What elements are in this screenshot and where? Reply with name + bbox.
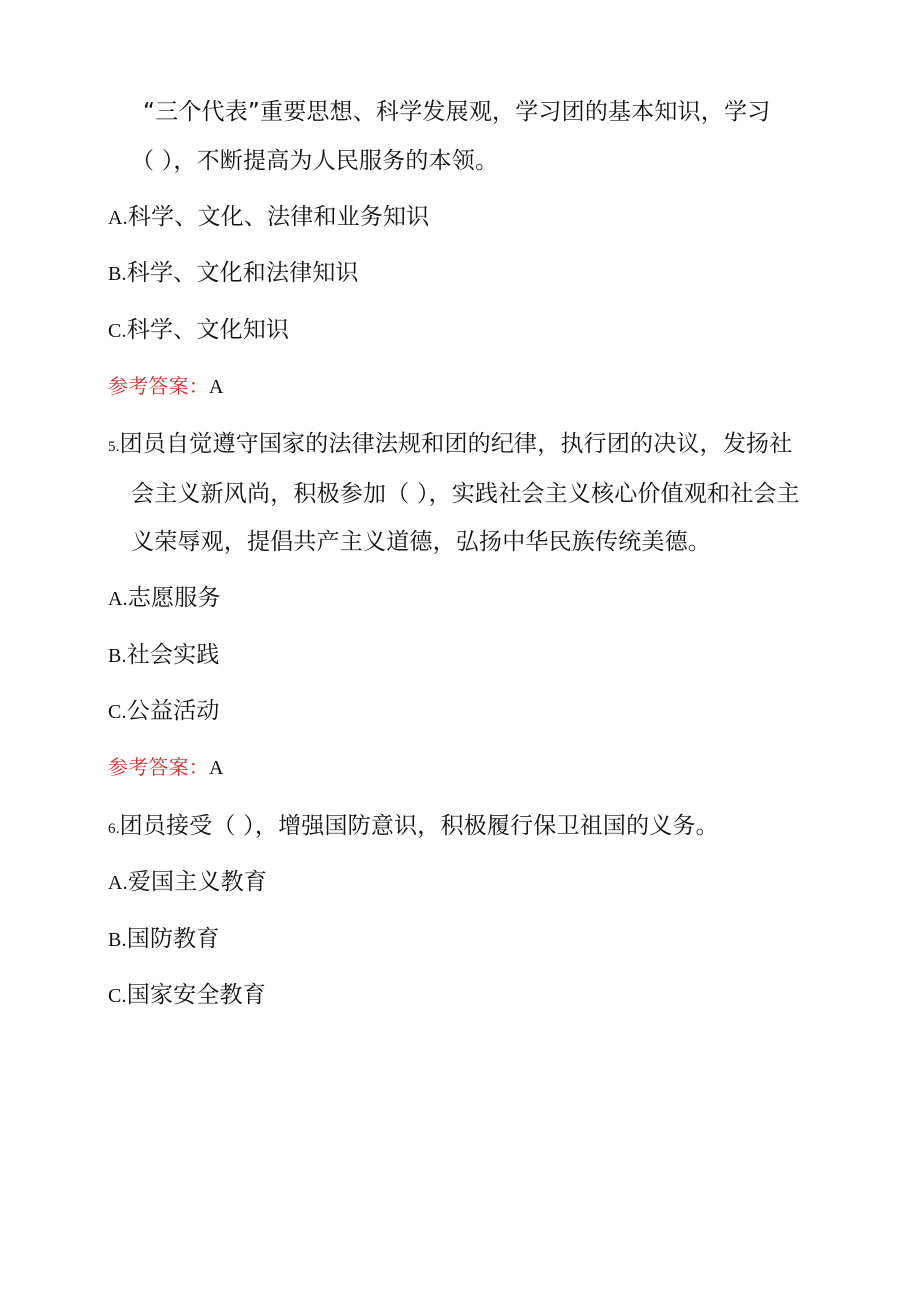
question-4-option-c: C.科学、文化知识 <box>108 317 290 343</box>
question-4-answer: 参考答案：A <box>108 374 224 398</box>
question-4-line-1: “三个代表”重要思想、科学发展观，学习团的基本知识，学习 <box>143 99 771 125</box>
question-5-line-1: 5.团员自觉遵守国家的法律法规和团的纪律，执行团的决议，发扬社 <box>108 431 793 457</box>
question-5-option-c: C.公益活动 <box>108 698 220 724</box>
question-6-line-1: 6.团员接受（ ），增强国防意识，积极履行保卫祖国的义务。 <box>108 813 719 839</box>
question-5-option-b: B.社会实践 <box>108 642 220 668</box>
question-5-option-a: A.志愿服务 <box>108 585 221 611</box>
question-6-option-c: C.国家安全教育 <box>108 982 266 1008</box>
question-4-line-2: （ ），不断提高为人民服务的本领。 <box>131 148 499 174</box>
question-4-option-b: B.科学、文化和法律知识 <box>108 260 359 286</box>
question-6-option-b: B.国防教育 <box>108 926 220 952</box>
question-5-line-3: 义荣辱观，提倡共产主义道德，弘扬中华民族传统美德。 <box>131 529 711 555</box>
question-5-line-2: 会主义新风尚，积极参加（ ），实践社会主义核心价值观和社会主 <box>131 481 800 507</box>
question-5-answer: 参考答案：A <box>108 755 224 779</box>
question-6-option-a: A.爱国主义教育 <box>108 869 268 895</box>
question-4-option-a: A.科学、文化、法律和业务知识 <box>108 204 430 230</box>
